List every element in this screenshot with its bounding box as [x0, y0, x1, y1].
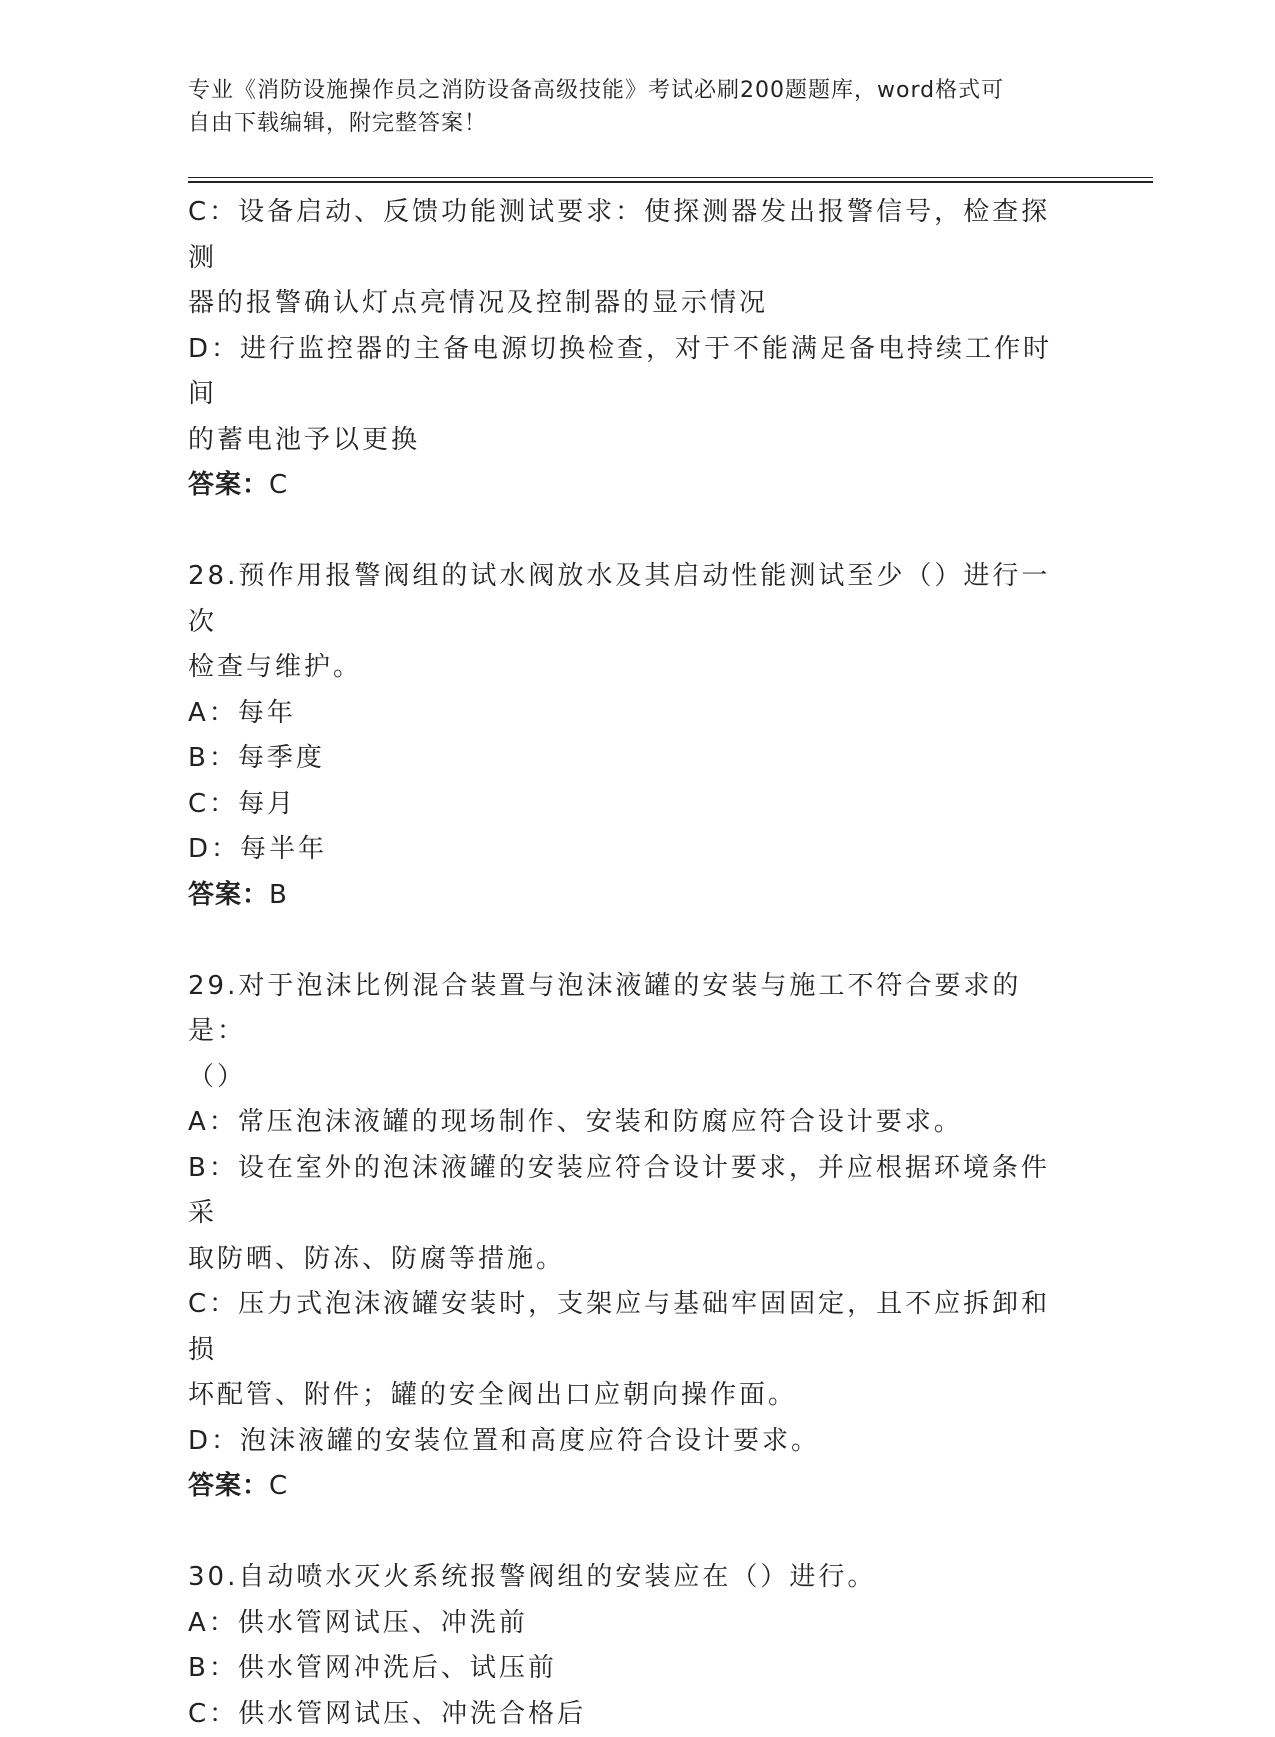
option-d: D：每半年	[188, 827, 1068, 873]
question-stem-continued: 检查与维护。	[188, 645, 1068, 691]
option-c-continued: 器的报警确认灯点亮情况及控制器的显示情况	[188, 281, 1068, 327]
option-b-continued: 取防晒、防冻、防腐等措施。	[188, 1237, 1068, 1283]
header-divider-thin	[188, 177, 1153, 178]
answer-value: B	[269, 880, 288, 910]
option-d: D：进行监控器的主备电源切换检查，对于不能满足备电持续工作时间	[188, 327, 1068, 418]
question-stem: 29.对于泡沫比例混合装置与泡沫液罐的安装与施工不符合要求的是：	[188, 964, 1068, 1055]
option-b: B：设在室外的泡沫液罐的安装应符合设计要求，并应根据环境条件采	[188, 1146, 1068, 1237]
question-content	[188, 190, 1068, 1737]
option-c: C：每月	[188, 782, 1068, 828]
question-29	[188, 964, 1068, 1510]
answer-value: C	[269, 1471, 288, 1501]
question-stem: 28.预作用报警阀组的试水阀放水及其启动性能测试至少（）进行一次	[188, 554, 1068, 645]
question-27-continued	[188, 190, 1068, 509]
header-line-1: 专业《消防设施操作员之消防设备高级技能》考试必刷200题题库，word格式可	[188, 74, 1068, 107]
spacer	[188, 509, 1068, 555]
option-c: C：压力式泡沫液罐安装时，支架应与基础牢固固定，且不应拆卸和损	[188, 1282, 1068, 1373]
option-d: D：泡沫液罐的安装位置和高度应符合设计要求。	[188, 1419, 1068, 1465]
option-a: A：供水管网试压、冲洗前	[188, 1601, 1068, 1647]
option-d-continued: 的蓄电池予以更换	[188, 418, 1068, 464]
option-a: A：常压泡沫液罐的现场制作、安装和防腐应符合设计要求。	[188, 1100, 1068, 1146]
option-c: C：设备启动、反馈功能测试要求：使探测器发出报警信号，检查探测	[188, 190, 1068, 281]
answer-label: 答案：	[188, 1471, 269, 1501]
answer-value: C	[269, 470, 288, 500]
option-c: C：供水管网试压、冲洗合格后	[188, 1692, 1068, 1737]
spacer	[188, 1510, 1068, 1556]
option-b: B：每季度	[188, 736, 1068, 782]
answer	[188, 873, 1068, 919]
question-stem-continued: （）	[188, 1055, 1068, 1101]
question-30	[188, 1555, 1068, 1737]
header-line-2: 自由下载编辑，附完整答案！	[188, 107, 1068, 140]
option-a: A：每年	[188, 691, 1068, 737]
answer-label: 答案：	[188, 470, 269, 500]
question-28	[188, 554, 1068, 918]
option-b: B：供水管网冲洗后、试压前	[188, 1646, 1068, 1692]
spacer	[188, 918, 1068, 964]
answer	[188, 1464, 1068, 1510]
page-header	[188, 74, 1068, 140]
answer-label: 答案：	[188, 880, 269, 910]
option-c-continued: 坏配管、附件；罐的安全阀出口应朝向操作面。	[188, 1373, 1068, 1419]
answer	[188, 463, 1068, 509]
header-divider-thick	[188, 181, 1153, 183]
question-stem: 30.自动喷水灭火系统报警阀组的安装应在（）进行。	[188, 1555, 1068, 1601]
